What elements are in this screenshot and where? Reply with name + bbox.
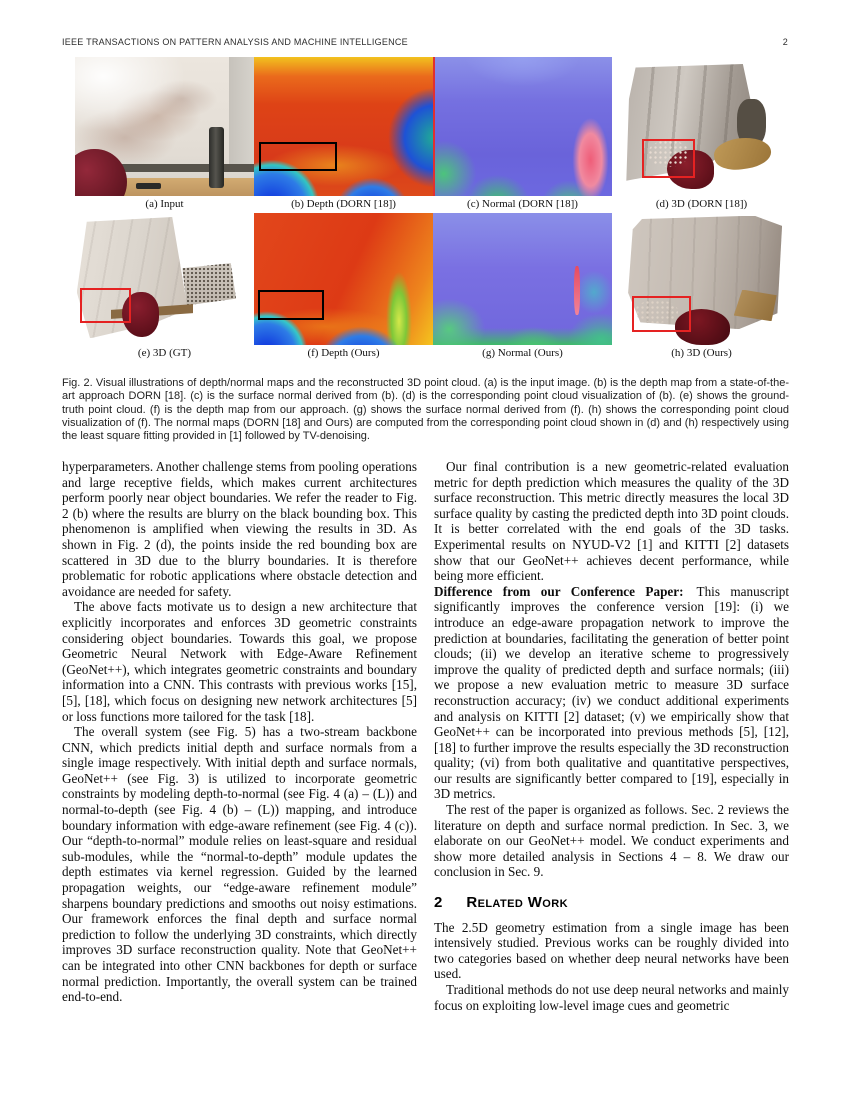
right-column	[434, 459, 789, 1013]
normal-edge-artifact	[433, 57, 435, 196]
figure-captions-row-1	[75, 196, 791, 213]
paragraph: Traditional methods do not use deep neural networks and mainly focus on exploiting low-level image cues and geometric	[434, 982, 789, 1013]
figure-caption: Fig. 2. Visual illustrations of depth/normal maps and the reconstructed 3D point cloud. (a) is the input image. (b) is the depth map from a state-of-the-art approach DORN [18]. (c) is the surface normal derived from (b). (d) is the corresponding point cloud visualization of (b). (e) shows the ground-truth point cloud. (f) is the depth map from our approach. (g) shows the surface normal derived from (f). (h) shows the corresponding point cloud visualization of (f). The normal maps (DORN [18] and Ours) are computed from the corresponding point cloud shown in (d) and (h) respectively using the least square fitting provided in [1] followed by TV-denoising.	[62, 377, 789, 443]
figure-panel-3d-gt	[75, 213, 254, 345]
figure-captions-row-2	[75, 345, 791, 362]
page-number: 2	[782, 37, 788, 47]
normal-red-streak	[574, 266, 579, 315]
figure-2	[75, 57, 791, 362]
input-object	[136, 183, 161, 189]
panel-caption-f: (f) Depth (Ours)	[307, 347, 380, 359]
input-shelf	[114, 164, 254, 172]
panel-caption-h: (h) 3D (Ours)	[671, 347, 732, 359]
panel-caption-e: (e) 3D (GT)	[137, 347, 192, 359]
input-monitor-stand	[209, 127, 223, 188]
section-number: 2	[434, 894, 443, 912]
figure-panel-depth-ours	[254, 213, 433, 345]
panel-caption-d: (d) 3D (DORN [18])	[655, 198, 748, 210]
left-column	[62, 459, 417, 1013]
paragraph: The 2.5D geometry estimation from a single image has been intensively studied. Previous works can be roughly divided into two categories based on whether deep neural networks have been used.	[434, 919, 789, 982]
panel-caption-g: (g) Normal (Ours)	[482, 347, 563, 359]
paragraph: The above facts motivate us to design a new architecture that explicitly incorporates and enforces 3D geometric constraints considering object boundaries. Towards this goal, we propose Geometric Neural Network with Edge-Aware Refinement (GeoNet++), which integrates geometric constraints and boundary information into a CNN. This contrasts with previous works [15], [5], [18], which focus on designing new network architectures [5] or loss functions more tailored for the task [18].	[62, 599, 417, 724]
figure-row-2	[75, 213, 791, 345]
figure-panel-input-image	[75, 57, 254, 196]
input-wall-region	[229, 57, 254, 168]
journal-title: IEEE TRANSACTIONS ON PATTERN ANALYSIS AND MACHINE INTELLIGENCE	[62, 37, 408, 47]
figure-row-1	[75, 57, 791, 196]
paragraph: hyperparameters. Another challenge stems from pooling operations and large receptive fields, which makes current architectures perform poorly near object boundaries. We refer the reader to Fig. 2 (b) where the results are blurry on the black bounding box. This phenomenon is amplified when viewing the results in 3D. As shown in Fig. 2 (d), the points inside the red bounding box are scattered in 3D due to the blurry boundaries. It is therefore problematic for robotic applications where obstacle detection and avoidance are needed for safety.	[62, 459, 417, 599]
panel-caption-b: (b) Depth (DORN [18])	[291, 198, 396, 210]
figure-panel-normal-ours	[433, 213, 612, 345]
paragraph: Our final contribution is a new geometric-related evaluation metric for depth prediction which measures the quality of the 3D surface reconstruction. This metric directly measures the local 3D surface quality by casting the predicted depth into 3D point clouds. It is better correlated with the end goals of the 3D tasks. Experimental results on NYUD-V2 [1] and KITTI [2] datasets show that our GeoNet++ achieves decent performance, while being more efficient.	[434, 459, 789, 584]
paragraph: The rest of the paper is organized as follows. Sec. 2 reviews the literature on depth and surface normal prediction. In Sec. 3, we elaborate on our GeoNet++ model. We conduct experiments and show more detailed analysis in Sections 4 – 8. We draw our conclusion in Sec. 9.	[434, 802, 789, 880]
red-bounding-box	[80, 288, 131, 322]
red-bounding-box	[632, 296, 691, 332]
gt-pointcloud-screen	[182, 263, 236, 305]
run-in-heading: Difference from our Conference Paper:	[434, 583, 684, 599]
panel-caption-c: (c) Normal (DORN [18])	[467, 198, 578, 210]
figure-panel-depth-dorn	[254, 57, 433, 196]
figure-panel-3d-dorn	[612, 57, 791, 196]
panel-caption-a: (a) Input	[145, 198, 184, 210]
section-heading-related-work	[434, 895, 789, 911]
paragraph: The overall system (see Fig. 5) has a two-stream backbone CNN, which predicts initial depth and surface normals from a single image respectively. With initial depth and surface normals, GeoNet++ (see Fig. 3) is utilized to incorporate geometric constraints by modeling depth-to-normal (see Fig. 4 (a) – (L)) and normal-to-depth (see Fig. 4 (b) – (L)) mapping, and introduce boundary information with edge-aware refinement (see Fig. 4 (c)). Our “depth-to-normal” module relies on least-square and residual sub-modules, while the “normal-to-depth” module updates the depth estimates via kernel regression. Guided by the learned propagation weights, our “edge-aware refinement module” sharpens boundary predictions and smooths out noisy estimations. Our framework enforces the final depth and surface normal prediction to follow the underlying 3D constraints, which directly improves 3D surface reconstruction quality. Note that GeoNet++ can be integrated into other CNN backbones for depth or surface normal prediction. Importantly, the overall system can be trained end-to-end.	[62, 724, 417, 1005]
figure-panel-normal-dorn	[433, 57, 612, 196]
black-bounding-box	[258, 290, 325, 320]
input-chair	[75, 149, 127, 196]
black-bounding-box	[259, 142, 336, 171]
figure-panel-3d-ours	[612, 213, 791, 345]
body-columns	[62, 459, 789, 1013]
red-bounding-box	[642, 139, 694, 178]
paragraph-text: This manuscript significantly improves the conference version [19]: (i) we introduce an edge-aware propagation network to improve the prediction at boundaries, facilitating the generation of better point clouds; (ii) we develop an iterative scheme to progressively improve the quality of predicted depth and surface normals; (iii) we propose a new evaluation metric to measure 3D surface reconstruction accuracy; (iv) we conduct additional experiments and analysis on KITTI [2] dataset; (v) we empirically show that GeoNet++ can be incorporated into previous methods [5], [12], [18] to further improve the results especially the 3D reconstruction quality; (vi) from both qualitative and quantitative perspectives, our results are significantly better compared to [19], especially in 3D metrics.	[434, 583, 789, 802]
section-title: Related Work	[466, 894, 568, 912]
running-head	[62, 37, 788, 47]
paragraph-difference	[434, 584, 789, 802]
